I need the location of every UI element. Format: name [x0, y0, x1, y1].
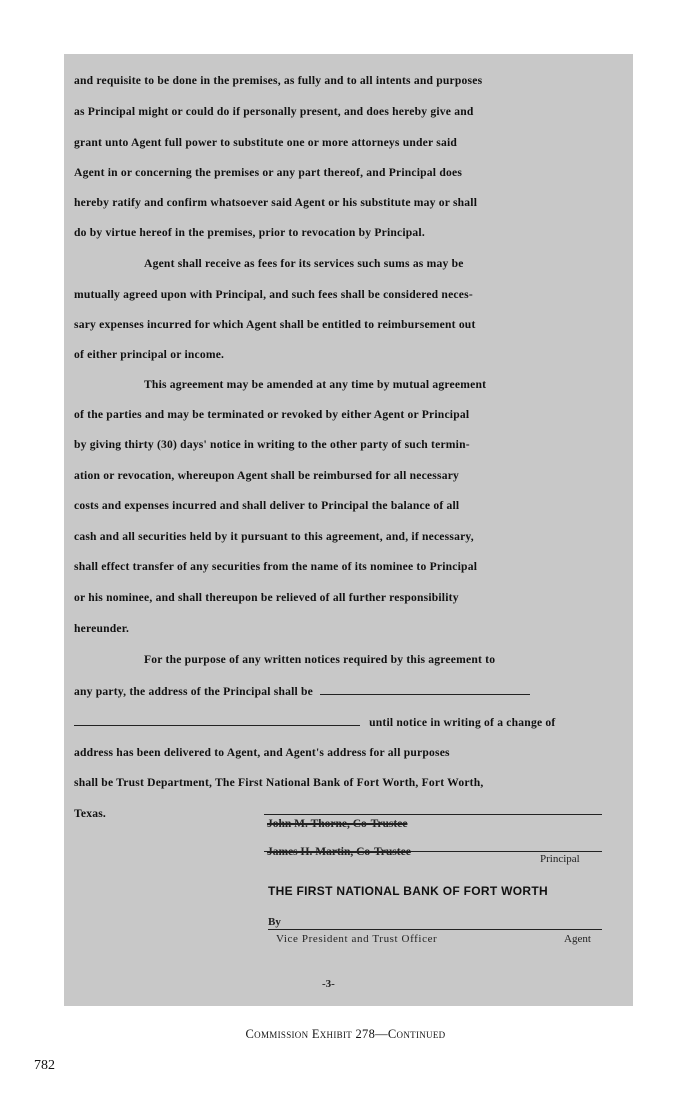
text-line: sary expenses incurred for which Agent shall be entitled to reimbursement out	[74, 318, 476, 331]
notice-clause: until notice in writing of a change of	[369, 716, 556, 729]
text-line: For the purpose of any written notices required by this agreement to	[144, 653, 496, 666]
text-line: hereby ratify and confirm whatsoever said Agent or his substitute may or shall	[74, 196, 478, 209]
text-line: address has been delivered to Agent, and Agent's address for all purposes	[74, 746, 450, 759]
officer-title: Vice President and Trust Officer	[276, 933, 438, 945]
signer-name: James H. Martin, Co-Trustee	[267, 846, 411, 858]
signature-line	[264, 814, 602, 815]
inner-page-number: -3-	[322, 978, 335, 990]
by-label: By	[268, 916, 281, 928]
text-line	[74, 715, 555, 729]
text-line: ation or revocation, whereupon Agent shall be reimbursed for all necessary	[74, 469, 460, 482]
address-blank-line	[74, 715, 360, 726]
address-blank-line	[320, 684, 530, 695]
exhibit-caption: Commission Exhibit 278—Continued	[245, 1027, 446, 1041]
text-line: costs and expenses incurred and shall deliver to Principal the balance of all	[74, 499, 460, 512]
text-line: as Principal might or could do if personally present, and does hereby give and	[74, 105, 474, 118]
text-line: shall be Trust Department, The First National Bank of Fort Worth, Fort Worth,	[74, 776, 484, 789]
text-line: grant unto Agent full power to substitute one or more attorneys under said	[74, 136, 458, 149]
scanned-document-page	[64, 54, 633, 1006]
text-line: do by virtue hereof in the premises, prior to revocation by Principal.	[74, 226, 425, 239]
page-number: 782	[34, 1058, 55, 1073]
agent-label: Agent	[564, 933, 591, 945]
text-line: of the parties and may be terminated or revoked by either Agent or Principal	[74, 408, 470, 421]
text-line: or his nominee, and shall thereupon be relieved of all further responsibility	[74, 591, 459, 604]
text-line: Texas.	[74, 807, 107, 820]
text-line: This agreement may be amended at any time by mutual agreement	[144, 378, 487, 391]
bank-name: THE FIRST NATIONAL BANK OF FORT WORTH	[268, 884, 548, 898]
text-line	[74, 684, 530, 698]
text-line: of either principal or income.	[74, 348, 225, 361]
principal-label: Principal	[540, 853, 580, 865]
text-line: shall effect transfer of any securities from the name of its nominee to Principal	[74, 560, 478, 573]
signature-line	[268, 929, 602, 930]
address-clause: any party, the address of the Principal shall be	[74, 685, 314, 698]
text-line: and requisite to be done in the premises, as fully and to all intents and purposes	[74, 74, 483, 87]
signer-name: John M. Thorne, Co-Trustee	[267, 818, 408, 830]
text-line: Agent in or concerning the premises or any part thereof, and Principal does	[74, 166, 463, 179]
text-line: by giving thirty (30) days' notice in writing to the other party of such termin-	[74, 438, 470, 451]
text-line: cash and all securities held by it pursuant to this agreement, and, if necessary,	[74, 530, 474, 543]
text-line: mutually agreed upon with Principal, and such fees shall be considered neces-	[74, 288, 473, 301]
text-line: hereunder.	[74, 622, 130, 635]
text-line: Agent shall receive as fees for its services such sums as may be	[144, 257, 464, 270]
